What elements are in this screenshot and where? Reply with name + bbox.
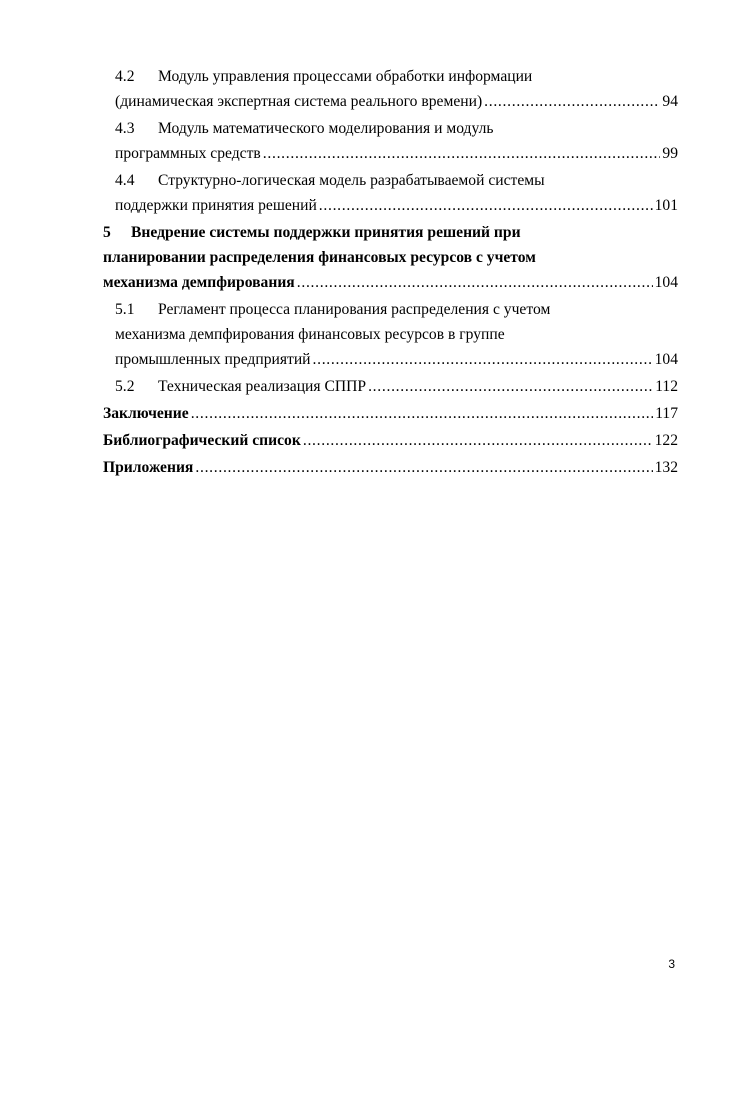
dot-leader: [484, 89, 660, 114]
toc-entry-number: 5: [103, 224, 111, 241]
dot-leader: [313, 347, 653, 372]
toc-entry-5-2-line-1: [115, 374, 678, 399]
toc-entry-appendices[interactable]: [103, 455, 678, 480]
toc-entry-title-end: программных средств: [115, 145, 261, 162]
toc-entry-4-3-line-1: [115, 116, 678, 141]
toc-page-number: 117: [655, 405, 678, 422]
page-number: 3: [668, 957, 675, 971]
dot-leader: [297, 270, 653, 295]
toc-entry-title-end: механизма демпфирования: [103, 274, 295, 291]
toc-page-number: 94: [662, 93, 678, 110]
table-of-contents: [103, 64, 678, 480]
toc-entry-5-line-3: [103, 270, 678, 295]
toc-entry-4-4[interactable]: [103, 168, 678, 218]
toc-entry-title-end: поддержки принятия решений: [115, 197, 317, 214]
toc-page-number: 132: [654, 459, 678, 476]
toc-entry-title: Приложения: [103, 459, 194, 476]
toc-entry-title-end: промышленных предприятий: [115, 351, 311, 368]
toc-entry-title: Заключение: [103, 405, 189, 422]
toc-entry-5-1-line-2: [115, 322, 678, 347]
toc-entry-5-1-line-1: [115, 297, 678, 322]
toc-entry-title-cont: механизма демпфирования финансовых ресурсов в группе: [115, 326, 505, 343]
toc-entry-title: Техническая реализация СППР: [158, 378, 367, 395]
toc-entry-title: Библиографический список: [103, 432, 301, 449]
toc-entry-5-1[interactable]: [103, 297, 678, 372]
toc-entry-bibliography[interactable]: [103, 428, 678, 453]
toc-entry-appendices-line: [103, 455, 678, 480]
toc-entry-4-3[interactable]: [103, 116, 678, 166]
toc-entry-title-end: (динамическая экспертная система реального времени): [115, 93, 483, 110]
toc-entry-number: 4.3: [115, 120, 135, 137]
toc-entry-4-4-line-2: [115, 193, 678, 218]
toc-entry-5-1-line-3: [115, 347, 678, 372]
toc-entry-title-cont: планировании распределения финансовых ресурсов с учетом: [103, 249, 536, 266]
toc-entry-title: Регламент процесса планирования распределения с учетом: [158, 301, 551, 318]
toc-entry-conclusion[interactable]: [103, 401, 678, 426]
dot-leader: [303, 428, 653, 453]
dot-leader: [368, 374, 653, 399]
dot-leader: [263, 141, 661, 166]
toc-page-number: 99: [662, 145, 678, 162]
toc-entry-5[interactable]: [103, 220, 678, 295]
toc-page-number: 122: [654, 432, 678, 449]
toc-entry-title: Модуль управления процессами обработки информации: [158, 68, 533, 85]
toc-entry-5-2-title: [115, 374, 366, 399]
toc-entry-4-2[interactable]: [103, 64, 678, 114]
toc-entry-number: 4.4: [115, 172, 135, 189]
toc-entry-4-2-line-1: [115, 64, 678, 89]
toc-entry-4-3-line-2: [115, 141, 678, 166]
toc-page-number: 104: [654, 351, 678, 368]
toc-entry-5-2[interactable]: [103, 374, 678, 399]
toc-entry-title: Структурно-логическая модель разрабатываемой системы: [158, 172, 545, 189]
toc-entry-number: 4.2: [115, 68, 135, 85]
toc-entry-conclusion-line: [103, 401, 678, 426]
toc-page-number: 101: [654, 197, 678, 214]
dot-leader: [191, 401, 653, 426]
toc-entry-bibliography-line: [103, 428, 678, 453]
toc-page-number: 112: [655, 378, 678, 395]
toc-entry-number: 5.1: [115, 301, 135, 318]
toc-entry-5-line-2: [103, 245, 678, 270]
toc-entry-5-line-1: [103, 220, 678, 245]
toc-entry-title: Внедрение системы поддержки принятия решений при: [131, 224, 521, 241]
toc-entry-number: 5.2: [115, 378, 135, 395]
toc-page-number: 104: [654, 274, 678, 291]
dot-leader: [319, 193, 653, 218]
toc-entry-4-4-line-1: [115, 168, 678, 193]
toc-entry-title: Модуль математического моделирования и модуль: [158, 120, 494, 137]
toc-entry-4-2-line-2: [115, 89, 678, 114]
dot-leader: [195, 455, 652, 480]
